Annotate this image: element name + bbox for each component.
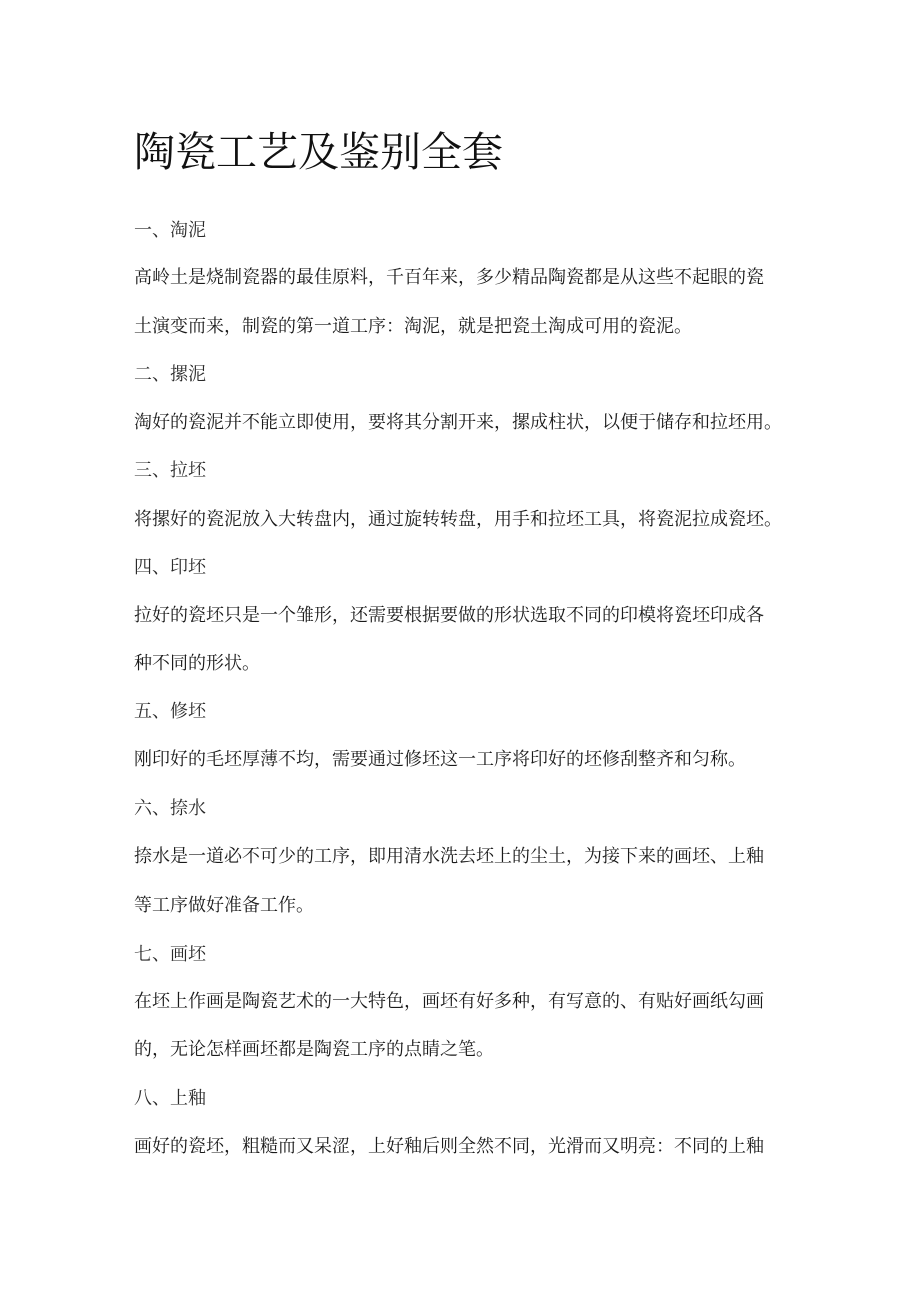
paragraph-line: 画好的瓷坯，粗糙而又呆涩，上好釉后则全然不同，光滑而又明亮：不同的上釉 xyxy=(134,1136,764,1157)
paragraph-line: 拉好的瓷坯只是一个雏形，还需要根据要做的形状选取不同的印模将瓷坯印成各 xyxy=(134,605,764,626)
section-heading-7: 七、画坯 xyxy=(134,944,206,965)
paragraph-line: 的，无论怎样画坯都是陶瓷工序的点睛之笔。 xyxy=(134,1039,494,1060)
paragraph-line: 种不同的形状。 xyxy=(134,653,260,674)
paragraph-line: 淘好的瓷泥并不能立即使用，要将其分割开来，摞成柱状，以便于储存和拉坯用。 xyxy=(134,412,782,433)
section-heading-8: 八、上釉 xyxy=(134,1088,206,1109)
paragraph-line: 土演变而来，制瓷的第一道工序：淘泥，就是把瓷土淘成可用的瓷泥。 xyxy=(134,316,692,337)
document-title: 陶瓷工艺及鉴别全套 xyxy=(134,128,503,176)
section-heading-2: 二、摞泥 xyxy=(134,364,206,385)
section-heading-6: 六、捺水 xyxy=(134,798,206,819)
paragraph-line: 在坯上作画是陶瓷艺术的一大特色，画坯有好多种，有写意的、有贴好画纸勾画 xyxy=(134,991,764,1012)
paragraph-line: 刚印好的毛坯厚薄不均，需要通过修坯这一工序将印好的坯修刮整齐和匀称。 xyxy=(134,749,746,770)
paragraph-line: 捺水是一道必不可少的工序，即用清水洗去坯上的尘土，为接下来的画坯、上釉 xyxy=(134,846,764,867)
paragraph-line: 高岭土是烧制瓷器的最佳原料，千百年来，多少精品陶瓷都是从这些不起眼的瓷 xyxy=(134,267,764,288)
paragraph-line: 将摞好的瓷泥放入大转盘内，通过旋转转盘，用手和拉坯工具，将瓷泥拉成瓷坯。 xyxy=(134,509,782,530)
section-heading-3: 三、拉坯 xyxy=(134,460,206,481)
section-heading-4: 四、印坯 xyxy=(134,557,206,578)
section-heading-1: 一、淘泥 xyxy=(134,220,206,241)
paragraph-line: 等工序做好准备工作。 xyxy=(134,895,314,916)
section-heading-5: 五、修坯 xyxy=(134,701,206,722)
